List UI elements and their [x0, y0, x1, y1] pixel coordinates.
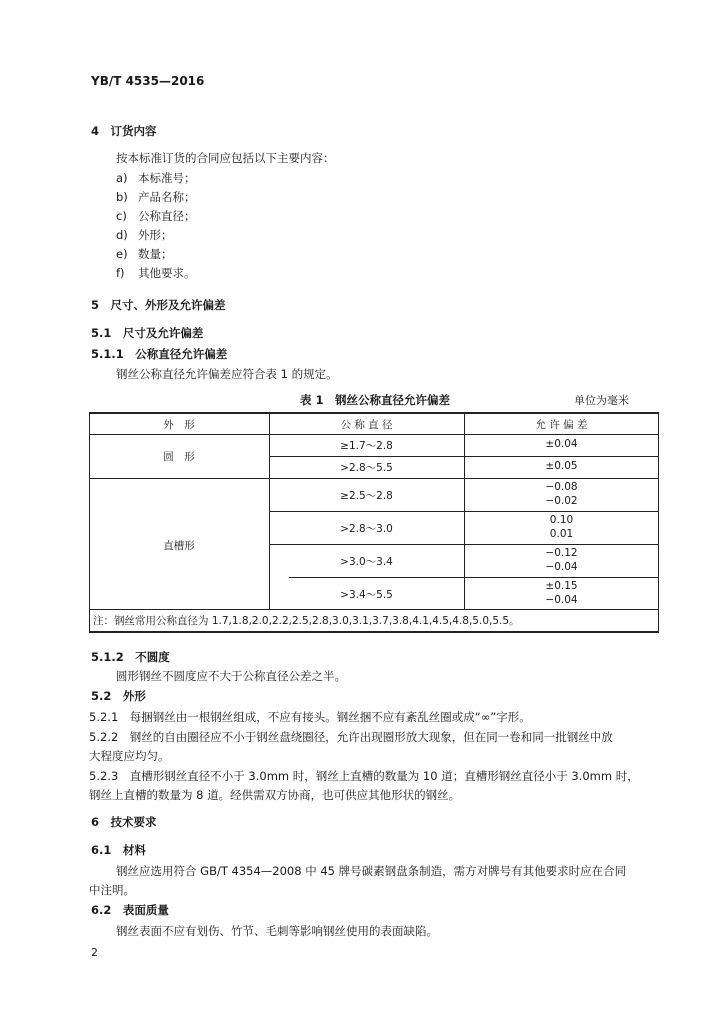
section-6-2-title: 6.2 表面质量	[91, 903, 169, 917]
table-cell-tolerance-upper: −0.08	[545, 481, 578, 493]
list-marker: b)	[116, 190, 128, 204]
table-cell-tolerance-lower: −0.02	[545, 495, 578, 507]
list-text: 外形；	[138, 228, 173, 242]
list-item	[116, 170, 196, 186]
tolerance-table	[89, 412, 659, 632]
section-5-2-3-text-cont: 钢丝上直槽的数量为 8 道。经供需双方协商，也可供应其他形状的钢丝。	[89, 788, 461, 802]
table-header-diameter: 公 称 直 径	[340, 419, 393, 431]
section-5-1-title: 5.1 尺寸及允许偏差	[91, 326, 204, 340]
table-unit: 单位为毫米	[574, 394, 629, 407]
table-row-line	[269, 456, 659, 457]
section-5-2-2-text-cont: 大程度应均匀。	[89, 749, 170, 763]
table-cell-diameter: ≥2.5～2.8	[340, 490, 393, 502]
page-number: 2	[91, 946, 98, 959]
table-cell-tolerance-lower: −0.04	[545, 594, 578, 606]
list-text: 其他要求。	[138, 266, 196, 280]
shape-straight-groove: 直槽形	[163, 540, 195, 552]
section-6-title: 6 技术要求	[91, 815, 157, 829]
section-4-intro: 按本标准订货的合同应包括以下主要内容：	[116, 151, 335, 165]
table-cell-tolerance: ±0.04	[545, 438, 578, 450]
table-cell-tolerance-upper: −0.12	[545, 547, 578, 559]
section-5-1-1-text: 钢丝公称直径允许偏差应符合表 1 的规定。	[116, 367, 338, 381]
section-6-1-text: 钢丝应选用符合 GB/T 4354—2008 中 45 牌号碳素钢盘条制造，需方对牌号有其他要求时应在合同	[116, 864, 627, 878]
table-cell-diameter: >2.8～5.5	[340, 462, 393, 474]
list-marker: f)	[116, 266, 125, 280]
list-item	[116, 246, 173, 262]
section-6-1-text-cont: 中注明。	[89, 883, 135, 897]
section-6-1-title: 6.1 材料	[91, 843, 146, 857]
table-header-line	[89, 434, 659, 435]
section-5-2-2-text: 5.2.2 钢丝的自由圈径应不小于钢丝盘绕圈径，允许出现圈形放大现象，但在同一卷和同一批钢丝中放	[89, 730, 613, 744]
list-item	[116, 189, 196, 205]
table-row-line	[464, 577, 659, 578]
list-item	[116, 208, 196, 224]
list-marker: a)	[116, 171, 128, 185]
table-header-shape: 外 形	[163, 419, 195, 431]
section-5-2-3-text: 5.2.3 直槽形钢丝直径不小于 3.0mm 时，钢丝上直槽的数量为 10 道；直槽形钢丝直径小于 3.0mm 时，	[89, 769, 639, 783]
table-cell-tolerance-upper: 0.10	[549, 514, 574, 526]
section-5-2-1-text: 5.2.1 每捆钢丝由一根钢丝组成，不应有接头。钢丝捆不应有紊乱丝圈或成“∞”字形。	[89, 710, 531, 724]
table-cell-tolerance-lower: −0.04	[545, 561, 578, 573]
list-text: 数量；	[138, 247, 173, 261]
list-item	[116, 227, 173, 243]
table-cell-diameter: >3.4～5.5	[340, 589, 393, 601]
list-text: 产品名称；	[138, 190, 196, 204]
table-row-line	[269, 544, 659, 545]
table-cell-tolerance-lower: 0.01	[549, 528, 574, 540]
table-row-line	[269, 511, 659, 512]
table-row-line	[89, 478, 659, 479]
standard-code: YB/T 4535—2016	[91, 74, 205, 88]
table-cell-tolerance-upper: ±0.15	[545, 580, 578, 592]
table-note: 注：钢丝常用公称直径为 1.7,1.8,2.0,2.2,2.5,2.8,3.0,3.1,3.7,3.8,4.1,4.5,4.8,5.0,5.5。	[93, 615, 520, 627]
section-6-2-text: 钢丝表面不应有划伤、竹节、毛刺等影响钢丝使用的表面缺陷。	[116, 924, 438, 938]
table-cell-diameter: >3.0～3.4	[340, 556, 393, 568]
section-5-1-2-title: 5.1.2 不圆度	[91, 650, 170, 664]
list-item	[116, 265, 196, 281]
table-note-line	[89, 609, 659, 610]
table-cell-tolerance: ±0.05	[545, 460, 578, 472]
table-cell-diameter: ≥1.7～2.8	[340, 440, 393, 452]
section-5-1-1-title: 5.1.1 公称直径允许偏差	[91, 347, 228, 361]
table-row-line	[289, 577, 464, 578]
list-text: 公称直径；	[138, 209, 196, 223]
table-header-tolerance: 允 许 偏 差	[535, 419, 588, 431]
section-4-title: 4 订货内容	[91, 124, 157, 138]
table-border-bottom	[89, 631, 659, 633]
section-5-2-title: 5.2 外形	[91, 689, 146, 703]
section-5-title: 5 尺寸、外形及允许偏差	[91, 298, 226, 312]
section-5-1-2-text: 圆形钢丝不圆度应不大于公称直径公差之半。	[116, 669, 346, 683]
list-marker: d)	[116, 228, 128, 242]
table-caption: 表 1 钢丝公称直径允许偏差	[300, 393, 451, 407]
list-text: 本标准号；	[138, 171, 196, 185]
list-marker: e)	[116, 247, 128, 261]
table-cell-diameter: >2.8～3.0	[340, 523, 393, 535]
list-marker: c)	[116, 209, 127, 223]
shape-round: 圆 形	[163, 451, 195, 463]
table-border-left	[89, 412, 90, 632]
table-border-top	[89, 412, 659, 414]
